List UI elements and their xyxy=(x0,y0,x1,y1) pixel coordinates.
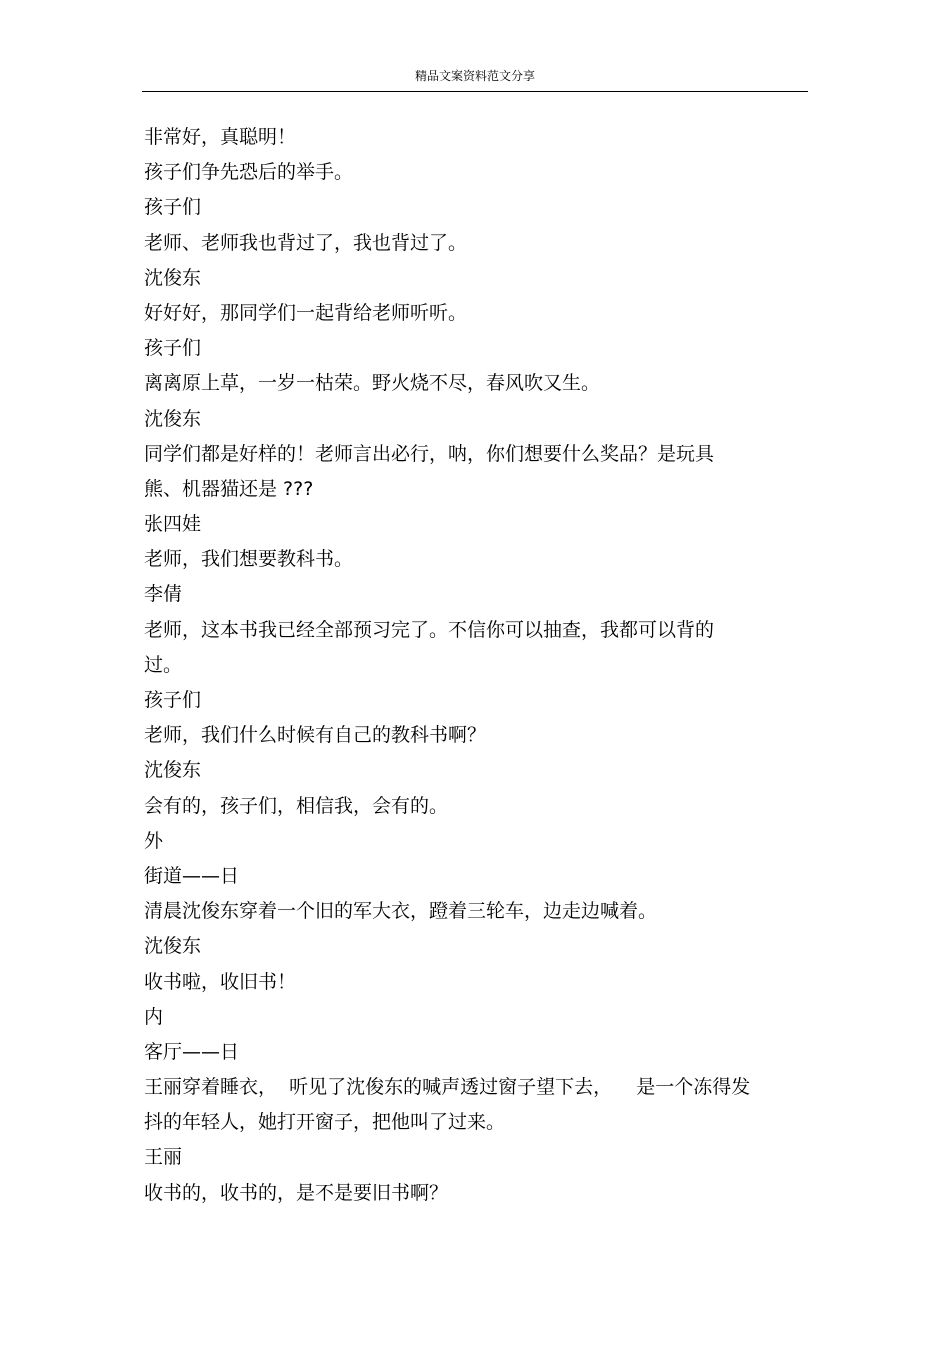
script-line: 老师、老师我也背过了，我也背过了。 xyxy=(144,231,468,254)
script-line: 张四娃 xyxy=(144,513,202,536)
script-body xyxy=(144,120,808,1211)
script-line: 同学们都是好样的！老师言出必行，呐，你们想要什么奖品？是玩具 xyxy=(144,442,715,465)
script-line: 李倩 xyxy=(144,583,183,606)
script-line: 沈俊东 xyxy=(144,266,202,289)
page-header xyxy=(142,60,808,92)
script-line: 熊、机器猫还是 ??? xyxy=(144,477,314,500)
script-line: 沈俊东 xyxy=(144,935,202,958)
script-line: 清晨沈俊东穿着一个旧的军大衣，蹬着三轮车，边走边喊着。 xyxy=(144,900,658,923)
script-line: 客厅——日 xyxy=(144,1040,240,1063)
header-title: 精品文案资料范文分享 xyxy=(414,69,535,83)
script-line: 收书的，收书的，是不是要旧书啊？ xyxy=(144,1181,449,1204)
script-line: 老师，这本书我已经全部预习完了。不信你可以抽查，我都可以背的 xyxy=(144,618,715,641)
script-line: 王丽穿着睡衣， 听见了沈俊东的喊声透过窗子望下去， 是一个冻得发 xyxy=(144,1076,751,1099)
script-line: 孩子们争先恐后的举手。 xyxy=(144,161,354,184)
script-line: 沈俊东 xyxy=(144,407,202,430)
script-line: 非常好，真聪明！ xyxy=(144,126,297,148)
script-line: 收书啦，收旧书！ xyxy=(144,970,297,993)
script-line: 离离原上草，一岁一枯荣。野火烧不尽，春风吹又生。 xyxy=(144,372,601,395)
script-line: 孩子们 xyxy=(144,689,202,711)
script-line: 王丽 xyxy=(144,1146,183,1169)
script-line: 孩子们 xyxy=(144,337,202,360)
script-line: 外 xyxy=(144,829,164,852)
script-line: 过。 xyxy=(144,653,183,676)
script-line: 老师，我们什么时候有自己的教科书啊？ xyxy=(144,724,487,747)
script-line: 孩子们 xyxy=(144,196,202,219)
script-line: 抖的年轻人，她打开窗子，把他叫了过来。 xyxy=(144,1111,506,1134)
script-line: 好好好，那同学们一起背给老师听听。 xyxy=(144,301,468,324)
script-line: 老师，我们想要教科书。 xyxy=(144,548,354,571)
script-line: 会有的，孩子们，相信我，会有的。 xyxy=(144,794,449,817)
script-line: 内 xyxy=(144,1005,164,1028)
script-line: 沈俊东 xyxy=(144,759,202,782)
script-line: 街道——日 xyxy=(144,864,240,887)
